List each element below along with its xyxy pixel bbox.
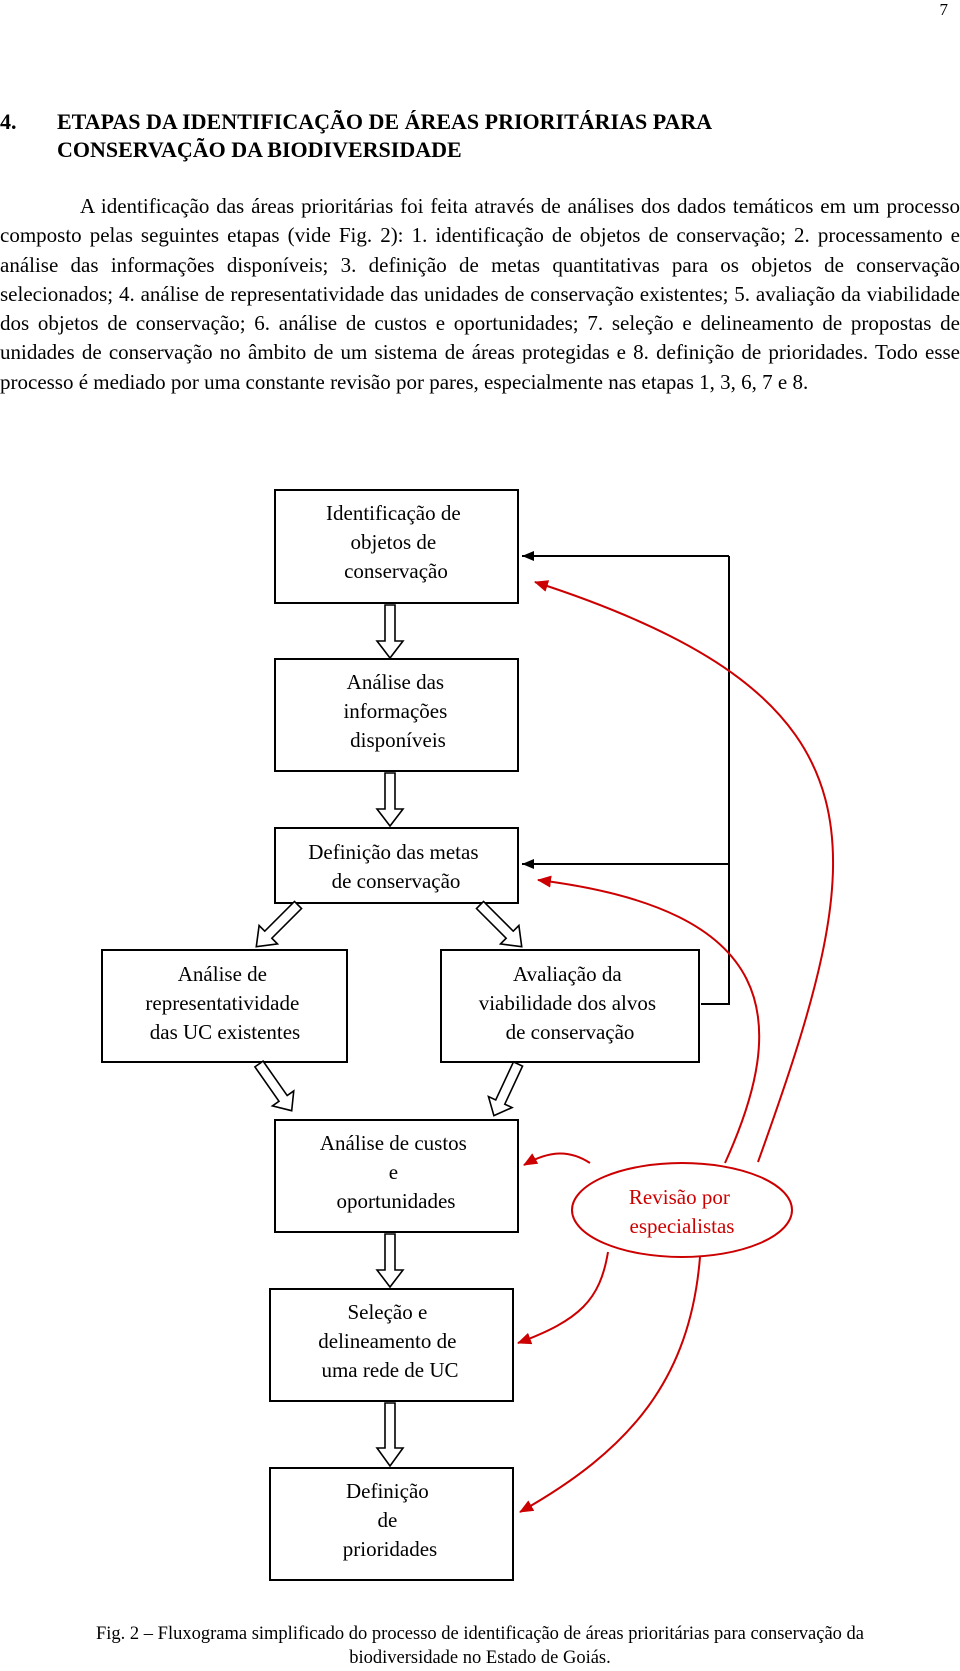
block-arrow-3 [377,1234,403,1287]
box-identificacao-text: Identificação de objetos de conservação [326,501,461,583]
figure-caption-line-1: Fig. 2 – Fluxograma simplificado do processo de identificação de áreas prioritárias para conservação da [96,1624,864,1644]
box-custos-text: Análise de custos e oportunidades [319,1131,467,1213]
section-number: 4. [0,109,17,134]
box-definicao-metas-text: Definição das metas de conservação [308,840,479,893]
review-node [572,1163,792,1257]
box-viabilidade-text: Avaliação da viabilidade dos alvos de conservação [478,962,657,1044]
review-arrow-custos [524,1153,590,1165]
block-arrow-5 [247,896,307,956]
page-number: 7 [939,0,948,19]
figure-caption-line-2: biodiversidade no Estado de Goiás. [349,1648,611,1668]
figure-caption [0,1622,960,1670]
review-arrow-prioridades [520,1257,700,1512]
block-arrow-6 [471,896,531,956]
box-analise-info-text: Análise das informações disponíveis [343,670,448,752]
block-arrow-8 [482,1059,530,1122]
body-paragraph: A identificação das áreas prioritárias foi feita através de análises dos dados temáticos em um processo composto pelas seguintes etapas (vide Fig. 2): 1. identificação de objetos de conservação; 2. processamento e análise das informações disponíveis; 3. definição de metas quantitativas para os objetos de conservação selecionados; 4. análise de representatividade das unidades de conservação existentes; 5. avaliação da viabilidade dos objetos de conservação; 6. análise de custos e oportunidades; 7. seleção e delineamento de propostas de unidades de conservação no âmbito de um sistema de áreas protegidas e 8. definição de prioridades. Todo esse processo é mediado por uma constante revisão por pares, especialmente nas etapas 1, 3, 6, 7 e 8. [0,194,960,394]
box-selecao-text: Seleção e delineamento de uma rede de UC [318,1300,459,1382]
block-arrow-2 [377,773,403,826]
block-arrow-4 [377,1403,403,1466]
review-arrow-identificacao [535,582,833,1162]
block-arrow-1 [377,605,403,658]
block-arrow-7 [248,1057,302,1119]
box-representatividade-text: Análise de representatividade das UC existentes [145,962,301,1044]
box-prioridades-text: Definição de prioridades [342,1479,438,1561]
feedback-line [701,556,729,1004]
review-arrow-selecao [518,1252,608,1343]
section-title-line-1: ETAPAS DA IDENTIFICAÇÃO DE ÁREAS PRIORITÁRIAS PARA [57,109,713,134]
section-title-line-2: CONSERVAÇÃO DA BIODIVERSIDADE [57,137,462,162]
review-node-text: Revisão por especialistas [628,1185,735,1238]
